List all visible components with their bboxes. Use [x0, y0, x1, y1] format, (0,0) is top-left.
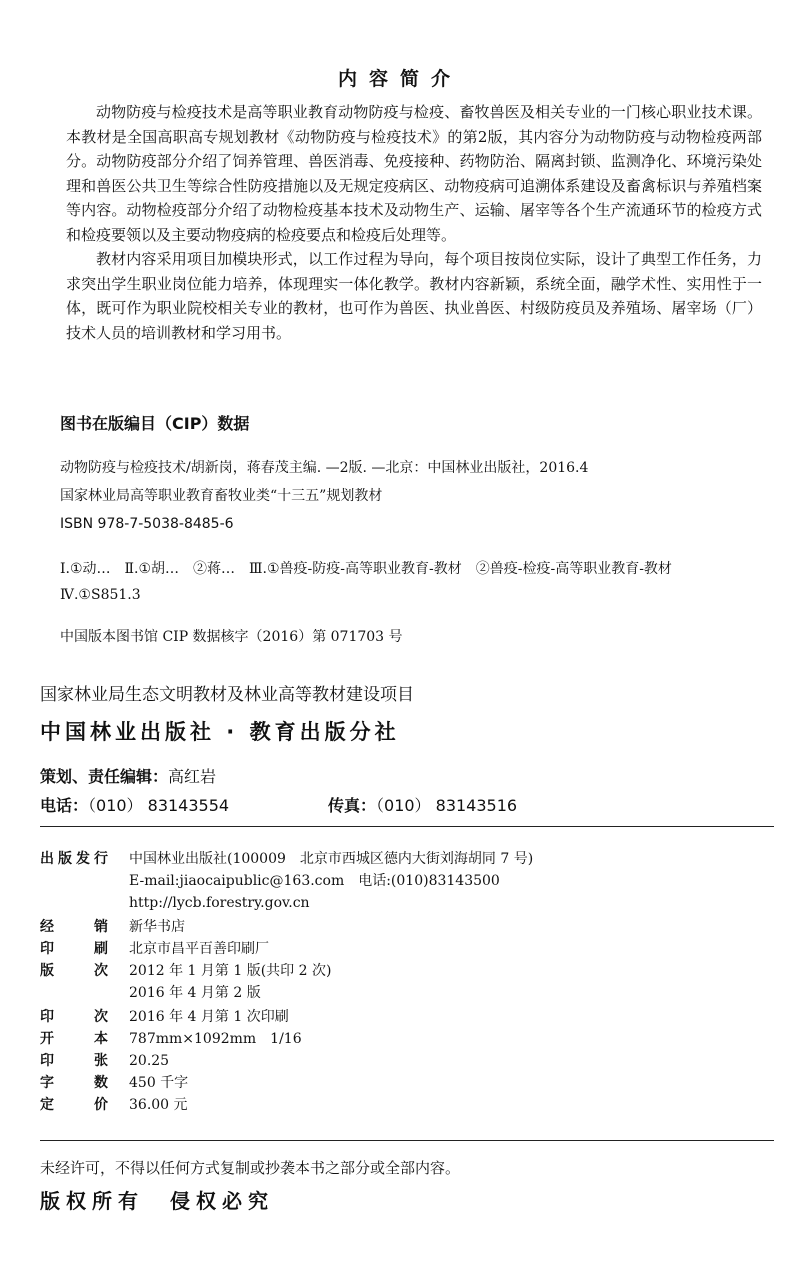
editor-label: 策划、责任编辑：: [40, 767, 169, 786]
cip-classification: Ⅰ.①动… Ⅱ.①胡… ②蒋… Ⅲ.①兽疫-防疫-高等职业教育-教材 ②兽疫-检疫-高等职业教育-教材 Ⅳ.①S851.3: [60, 561, 686, 603]
info-label: 经销: [40, 919, 108, 935]
editor-line: [40, 764, 216, 787]
phone-line: [40, 793, 229, 816]
info-value: 2012 年 1 月第 1 版(共印 2 次): [129, 963, 332, 979]
info-label: 印刷: [40, 941, 108, 957]
rights-reserved: 版权所有 侵权必究: [40, 1189, 274, 1213]
project-line: 国家林业局生态文明教材及林业高等教材建设项目: [40, 685, 414, 705]
info-value: 36.00 元: [129, 1097, 188, 1113]
phone-number: （010） 83143554: [88, 796, 230, 815]
fax-line: [328, 793, 517, 816]
info-value: 2016 年 4 月第 2 版: [129, 985, 261, 1001]
info-value: 中国林业出版社(100009 北京市西城区德内大街刘海胡同 7 号): [129, 851, 534, 867]
cip-heading: 图书在版编目（CIP）数据: [60, 414, 250, 433]
summary-paragraph: 教材内容采用项目加模块形式，以工作过程为导向，每个项目按岗位实际，设计了典型工作任务，力求突出学生职业岗位能力培养，体现理实一体化教学。教材内容新颖，系统全面，融学术性、实用性于一体，既可作为职业院校相关专业的教材，也可作为兽医、执业兽医、村级防疫员及养殖场、屠宰场（厂）技术人员的培训教材和学习用书。: [66, 250, 762, 342]
publisher-name: 中国林业出版社 · 教育出版分社: [40, 720, 400, 744]
cip-isbn: ISBN 978-7-5038-8485-6: [60, 516, 234, 532]
info-value: http://lycb.forestry.gov.cn: [129, 895, 310, 911]
info-value: 787mm×1092mm 1/16: [129, 1031, 302, 1047]
cip-line: 动物防疫与检疫技术/胡新岗，蒋春茂主编. —2版. —北京：中国林业出版社，2016.4: [60, 460, 589, 476]
divider: [40, 826, 774, 827]
divider: [40, 1140, 774, 1141]
info-label: 出版发行: [40, 851, 108, 867]
publication-info: [40, 848, 760, 1138]
info-value: 450 千字: [129, 1075, 189, 1091]
info-value: 20.25: [129, 1053, 170, 1069]
info-label: 字数: [40, 1075, 108, 1091]
copyright-notice: 未经许可，不得以任何方式复制或抄袭本书之部分或全部内容。: [40, 1159, 461, 1177]
fax-number: （010） 83143516: [376, 796, 518, 815]
info-label: 开本: [40, 1031, 108, 1047]
info-label: 版次: [40, 963, 108, 979]
cip-series: 国家林业局高等职业教育畜牧业类“十三五”规划教材: [60, 488, 383, 504]
summary-title: 内容简介: [337, 68, 462, 90]
cip-verify-number: 中国版本图书馆 CIP 数据核字（2016）第 071703 号: [60, 629, 403, 645]
info-value: 北京市昌平百善印刷厂: [129, 941, 269, 957]
phone-label: 电话：: [40, 796, 89, 815]
info-value: 新华书店: [129, 919, 185, 935]
info-value: 2016 年 4 月第 1 次印刷: [129, 1009, 289, 1025]
editor-name: 高红岩: [168, 767, 217, 786]
info-label: 定价: [40, 1097, 108, 1113]
fax-label: 传真：: [328, 796, 377, 815]
info-label: 印次: [40, 1009, 108, 1025]
info-label: 印张: [40, 1053, 108, 1069]
info-value: E-mail:jiaocaipublic@163.com 电话:(010)83143500: [129, 873, 500, 889]
summary-paragraph: 动物防疫与检疫技术是高等职业教育动物防疫与检疫、畜牧兽医及相关专业的一门核心职业技术课。本教材是全国高职高专规划教材《动物防疫与检疫技术》的第2版，其内容分为动物防疫与动物检疫两部分。动物防疫部分介绍了饲养管理、兽医消毒、免疫接种、药物防治、隔离封锁、监测净化、环境污染处理和兽医公共卫生等综合性防疫措施以及无规定疫病区、动物疫病可追溯体系建设及畜禽标识与养殖档案等内容。动物检疫部分介绍了动物检疫基本技术及动物生产、运输、屠宰等各个生产流通环节的检疫方式和检疫要领以及主要动物疫病的检疫要点和检疫后处理等。: [66, 103, 762, 244]
summary-body: [66, 100, 762, 345]
